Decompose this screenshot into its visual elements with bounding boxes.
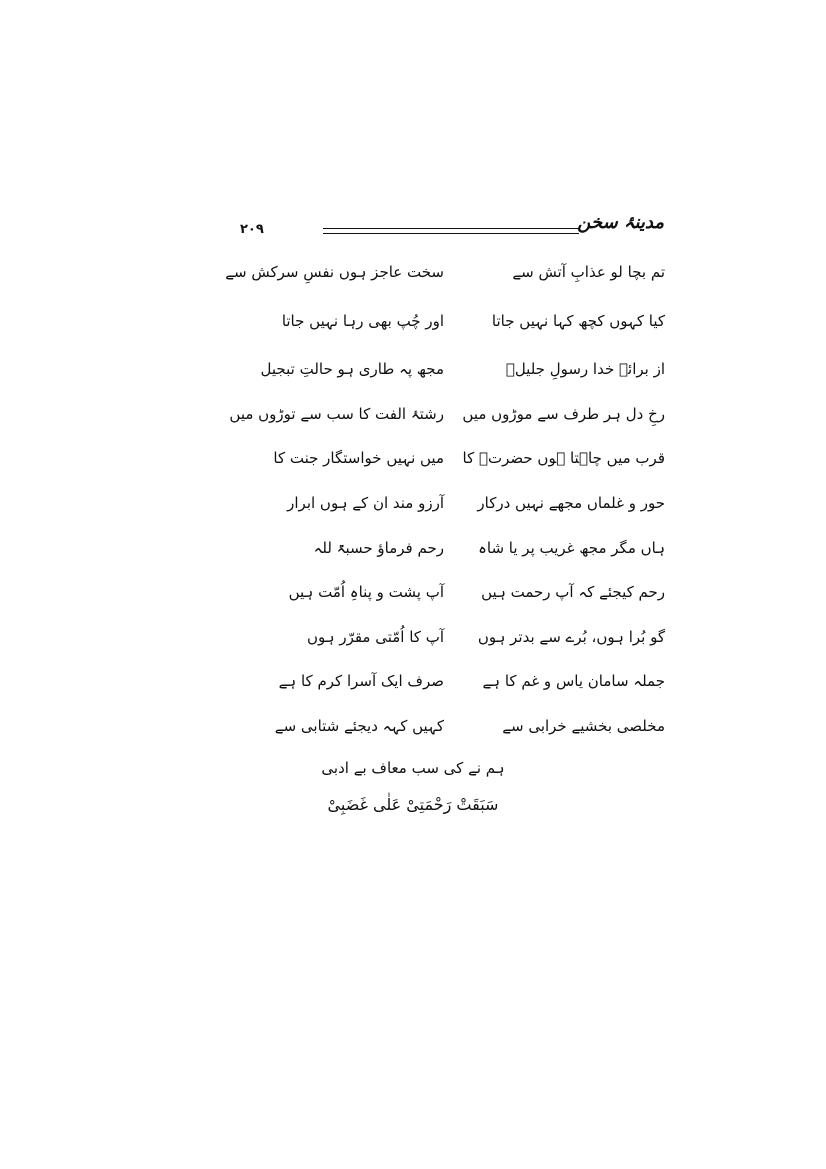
couplet-6-left: آرزو مند ان کے ہوں ابرار — [287, 494, 444, 512]
couplet-7-right: ہاں مگر مجھ غریب پر یا شاہ — [478, 539, 665, 557]
couplet-10-left: صرف ایک آسرا کرم کا ہے — [278, 672, 444, 690]
page-number: ۲۰۹ — [240, 222, 264, 237]
couplet-11-right: مخلصی بخشیے خرابی سے — [502, 717, 665, 735]
couplet-8-right: رحم کیجئے کہ آپ رحمت ہیں — [481, 583, 665, 601]
couplet-9-right: گو بُرا ہوں، بُرے سے بدتر ہوں — [477, 628, 665, 646]
running-title: مدینۂ سخن — [577, 212, 664, 233]
couplet-5-left: میں نہیں خواستگار جنت کا — [273, 449, 444, 467]
couplet-11-left: کہیں کہہ دیجئے شتابی سے — [274, 717, 444, 735]
couplet-4-right: رخِ دل ہر طرف سے موڑوں میں — [462, 405, 665, 423]
couplet-1-left: سخت عاجز ہوں نفسِ سرکش سے — [225, 263, 444, 281]
closing-arabic-phrase: سَبَقَتْ رَحْمَتِیْ عَلٰی غَضَبِیْ — [327, 795, 499, 814]
closing-line: ہم نے کی سب معاف بے ادبی — [321, 759, 505, 777]
couplet-2-right: کیا کہوں کچھ کہا نہیں جاتا — [491, 312, 665, 330]
couplet-5-right: قرب میں چاہتا ہوں حضرتؐ کا — [462, 449, 665, 467]
couplet-9-left: آپ کا اُمّتی مقرّر ہوں — [307, 628, 444, 646]
couplet-10-right: جملہ سامان یاس و غم کا ہے — [482, 672, 665, 690]
couplet-6-right: حور و غلماں مجھے نہیں درکار — [477, 494, 665, 512]
couplet-7-left: رحم فرماؤ حسبۃً للہ — [313, 539, 444, 557]
couplet-3-left: مجھ پہ طاری ہو حالتِ تبجیل — [260, 360, 444, 378]
header-rule — [323, 228, 579, 234]
couplet-2-left: اور چُپ بھی رہا نہیں جاتا — [281, 312, 444, 330]
couplet-3-right: از برائے خدا رسولِ جلیلؐ — [505, 360, 665, 378]
couplet-4-left: رشتۂ الفت کا سب سے توڑوں میں — [229, 405, 444, 423]
couplet-1-right: تم بچا لو عذابِ آتش سے — [512, 263, 665, 281]
couplet-8-left: آپ پشت و پناہِ اُمّت ہیں — [288, 583, 444, 601]
